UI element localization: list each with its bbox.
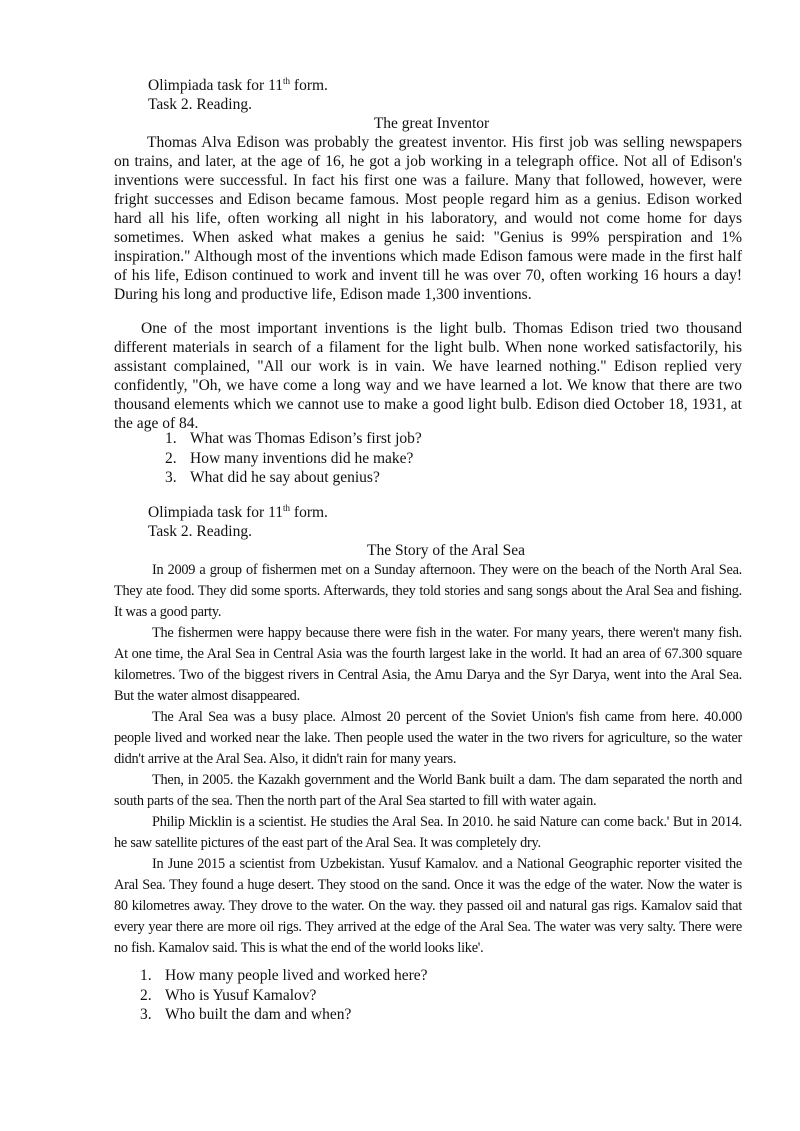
aral-paragraph: In June 2015 a scientist from Uzbekistan. Yusuf Kamalov. and a National Geographic reporter visited the Aral Sea. They found a huge desert. They stood on the sand. Once it was the edge of the water. Now the water is 80 kilometres away. They drove to the water. On the way. they passed oil and natural gas rigs. Kamalov said that every year there are more oil rigs. They arrived at the edge of the Aral Sea. The water was very salty. There were no fish. Kamalov said. This is what the end of the world looks like'. (114, 856, 742, 956)
question-number: 3. (165, 469, 177, 486)
question-text: How many people lived and worked here? (165, 967, 428, 984)
title-aral-sea: The Story of the Aral Sea (367, 542, 525, 559)
task-header-2 (148, 503, 328, 522)
edison-paragraph-1-text: Thomas Alva Edison was probably the greatest inventor. His first job was selling newspapers on trains, and later, at the age of 16, he got a job working in a telegraph office. Not all of Edison's inventions were successful. In fact his first one was a failure. Many that followed, however, were fright successes and Edison became famous. Most people regard him as a genius. Edison worked hard all his life, often working all night in his laboratory, and would not come home for days sometimes. When asked what makes a genius he said: "Genius is 99% perspiration and 1% inspiration." Although most of the inventions which made Edison famous were made in the first half of his life, Edison continued to work and invent till he was over 70, often working 16 hours a day! During his long and productive life, Edison made 1,300 inventions. (114, 134, 742, 303)
question-number: 1. (165, 430, 177, 447)
task-header-1 (148, 76, 328, 95)
header-text: Olimpiada task for 11 (148, 504, 284, 521)
task-subheader-2: Task 2. Reading. (148, 523, 252, 540)
header-superscript: th (283, 502, 291, 513)
question-text: How many inventions did he make? (190, 449, 414, 467)
question-number: 2. (140, 986, 152, 1004)
question-text: Who is Yusuf Kamalov? (165, 986, 317, 1004)
question-item (140, 966, 428, 986)
question-text: What was Thomas Edison’s first job? (190, 430, 422, 447)
header-text: Olimpiada task for 11 (148, 77, 284, 94)
aral-questions (140, 966, 428, 1025)
aral-paragraph: In 2009 a group of fishermen met on a Sunday afternoon. They were on the beach of the North Aral Sea. They ate food. They did some sports. Afterwards, they told stories and sang songs about the Aral Sea and fishing. It was a good party. (114, 562, 742, 620)
question-number: 2. (165, 449, 177, 467)
edison-questions (165, 429, 422, 488)
aral-paragraph: The fishermen were happy because there were fish in the water. For many years, there weren't many fish. At one time, the Aral Sea in Central Asia was the fourth largest lake in the world. It had an area of 67.300 square kilometres. Two of the biggest rivers in Central Asia, the Amu Darya and the Syr Darya, went into the Aral Sea. But the water almost disappeared. (114, 625, 742, 704)
aral-sea-text (114, 560, 742, 959)
question-text: Who built the dam and when? (165, 1006, 352, 1023)
question-item (165, 449, 422, 469)
question-item (165, 429, 422, 449)
title-great-inventor: The great Inventor (373, 115, 490, 132)
header-superscript: th (283, 75, 291, 86)
aral-paragraph: Then, in 2005. the Kazakh government and the World Bank built a dam. The dam separated the north and south parts of the sea. Then the north part of the Aral Sea started to fill with water again. (114, 772, 742, 809)
question-item (140, 986, 428, 1006)
edison-paragraph-2 (114, 319, 742, 433)
task-subheader-1: Task 2. Reading. (148, 96, 252, 113)
aral-paragraph: The Aral Sea was a busy place. Almost 20 percent of the Soviet Union's fish came from here. 40.000 people lived and worked near the lake. Then people used the water in the two rivers for agriculture, so the water didn't arrive at the Aral Sea. Also, it didn't rain for many years. (114, 709, 742, 767)
question-item (140, 1005, 428, 1025)
header-text-end: form. (290, 77, 328, 94)
edison-paragraph-2-text: One of the most important inventions is the light bulb. Thomas Edison tried two thousand different materials in search of a filament for the light bulb. When none worked satisfactorily, his assistant complained, "All our work is in vain. We have learned nothing." Edison replied very confidently, "Oh, we have come a long way and we have learned a lot. We know that there are two thousand elements which we cannot use to make a good light bulb. Edison died October 18, 1931, at the age of 84. (114, 320, 742, 432)
question-number: 3. (140, 1006, 152, 1023)
edison-paragraph-1 (114, 133, 742, 304)
question-item (165, 468, 422, 488)
question-text: What did he say about genius? (190, 469, 380, 486)
aral-paragraph: Philip Micklin is a scientist. He studies the Aral Sea. In 2010. he said Nature can come back.' But in 2014. he saw satellite pictures of the east part of the Aral Sea. It was completely dry. (114, 814, 742, 851)
header-text-end: form. (290, 504, 328, 521)
question-number: 1. (140, 967, 152, 984)
